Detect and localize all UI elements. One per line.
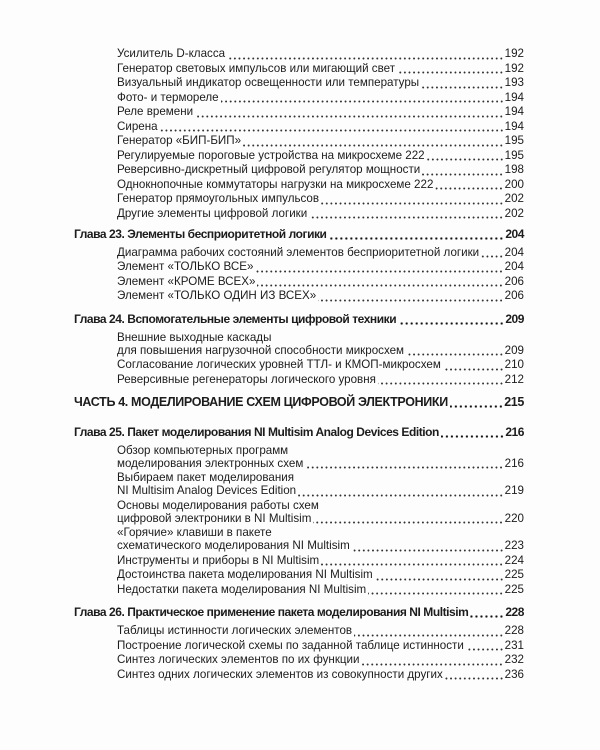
dot-leader — [221, 91, 504, 105]
dot-leader — [421, 77, 504, 91]
entry-title: Внешние выходные каскады — [117, 330, 272, 344]
toc-chapter-heading — [74, 425, 524, 440]
dot-leader — [298, 485, 504, 499]
page-number: 215 — [504, 394, 524, 409]
page-number: 204 — [505, 226, 524, 241]
page-number: 206 — [504, 274, 524, 288]
dot-leader — [378, 373, 504, 387]
dot-leader — [445, 668, 504, 682]
toc-entry-line1 — [74, 444, 524, 457]
dot-leader — [328, 228, 504, 242]
entry-title: Реверсивно-дискретный цифровой регулятор мощности — [117, 163, 421, 176]
dot-leader — [309, 207, 503, 221]
entry-title: Диаграмма рабочих состояний элементов бесприоритетной логики — [117, 245, 480, 259]
entry-title: Недостатки пакета моделирования NI Multisim — [117, 582, 367, 596]
dot-leader — [443, 359, 504, 373]
entry-title: «Горячие» клавиши в пакете — [117, 526, 272, 539]
page-number: 195 — [504, 148, 524, 162]
entry-title: Глава 25. Пакет моделирования NI Multisim Analog Devices Edition — [74, 424, 439, 439]
entry-title: Генератор прямоугольных импульсов — [117, 192, 320, 205]
dot-leader — [435, 178, 503, 192]
page-number: 193 — [504, 76, 524, 89]
dot-leader — [398, 313, 504, 327]
entry-title: Регулируемые пороговые устройства на микросхеме 222 — [117, 148, 425, 162]
page-number: 216 — [504, 456, 524, 470]
page-number: 209 — [504, 343, 524, 357]
dot-leader — [354, 625, 504, 639]
toc-entry — [74, 373, 524, 388]
entry-title: Инструменты и приборы в NI Multisim — [117, 553, 320, 567]
page-number: 210 — [504, 358, 524, 371]
entry-title: Усилитель D-класса — [117, 47, 226, 60]
dot-leader — [227, 48, 504, 62]
toc-entry — [74, 457, 524, 472]
dot-leader — [406, 344, 504, 358]
entry-title: Генератор световых импульсов или мигающий свет — [117, 61, 396, 75]
dot-leader — [441, 426, 504, 440]
toc-entry — [74, 163, 524, 178]
toc-entry — [74, 76, 524, 91]
toc-entry — [74, 484, 524, 499]
entry-title: Глава 26. Практическое применение пакета моделирования NI Multisim — [74, 605, 469, 619]
toc-entry-line1 — [74, 499, 524, 512]
page-number: 195 — [504, 134, 524, 147]
page-number: 219 — [504, 484, 524, 497]
toc-entry — [74, 120, 524, 135]
page-number: 228 — [504, 624, 524, 637]
toc-chapter-heading — [74, 605, 524, 620]
dot-leader — [466, 639, 504, 653]
toc-entry — [74, 639, 524, 654]
page-number: 212 — [504, 372, 524, 386]
dot-leader — [257, 275, 503, 289]
toc-entry-line1 — [74, 526, 524, 539]
entry-title: Генератор «БИП-БИП» — [117, 134, 242, 147]
toc-entry — [74, 105, 524, 120]
page-number: 225 — [504, 582, 524, 596]
entry-title: Визуальный индикатор освещенности или температуры — [117, 76, 420, 89]
entry-title: Таблицы истинности логических элементов — [117, 624, 353, 637]
toc-entry — [74, 149, 524, 164]
toc-entry — [74, 246, 524, 261]
toc-entry — [74, 668, 524, 683]
toc-entry — [74, 260, 524, 275]
entry-title: Фото- и термореле — [117, 90, 219, 104]
toc-entry — [74, 344, 524, 359]
entry-title: Обзор компьютерных программ — [117, 443, 289, 457]
dot-leader — [321, 554, 503, 568]
entry-title: моделирования электронных схем — [117, 456, 304, 470]
dot-leader — [481, 246, 503, 260]
entry-title: Синтез одних логических элементов из совокупности других — [117, 667, 443, 681]
entry-title: Выбираем пакет моделирования — [117, 471, 295, 484]
toc-entry — [74, 554, 524, 569]
dot-leader — [450, 396, 503, 410]
page-number: 198 — [504, 163, 524, 176]
dot-leader — [375, 569, 504, 583]
toc-entry-line1 — [74, 331, 524, 344]
toc-entry — [74, 624, 524, 639]
dot-leader — [321, 193, 504, 207]
page-number: 232 — [504, 653, 524, 666]
entry-title: цифровой электроники в NI Multisim — [117, 511, 312, 525]
dot-leader — [318, 290, 503, 304]
page-number: 228 — [505, 605, 524, 619]
toc-chapter-heading — [74, 227, 524, 242]
entry-title: Элемент «КРОМЕ ВСЕХ» — [117, 274, 256, 288]
dot-leader — [313, 512, 503, 526]
page-number: 200 — [504, 177, 524, 191]
table-of-contents — [74, 47, 524, 682]
dot-leader — [352, 540, 504, 554]
toc-entry — [74, 568, 524, 583]
entry-title: Построение логической схемы по заданной таблице истинности — [117, 638, 464, 652]
entry-title: Другие элементы цифровой логики — [117, 206, 308, 220]
toc-entry — [74, 91, 524, 106]
entry-title: Достоинства пакета моделирования NI Multisim — [117, 568, 373, 581]
toc-entry — [74, 47, 524, 62]
page-number: 194 — [504, 119, 524, 133]
dot-leader — [305, 457, 503, 471]
page-number: 236 — [504, 667, 524, 681]
page-number: 224 — [504, 553, 524, 567]
dot-leader — [160, 120, 504, 134]
toc-entry — [74, 207, 524, 222]
toc-part-heading — [74, 395, 524, 410]
entry-title: NI Multisim Analog Devices Edition — [117, 484, 297, 497]
entry-title: Согласование логических уровней ТТЛ- и КМОП-микросхем — [117, 358, 441, 371]
entry-title: схематического моделирования NI Multisim — [117, 539, 350, 552]
page-number: 194 — [504, 105, 524, 118]
entry-title: Элемент «ТОЛЬКО ОДИН ИЗ ВСЕХ» — [117, 289, 317, 302]
page-number: 209 — [505, 311, 524, 326]
toc-entry — [74, 275, 524, 290]
entry-title: Элемент «ТОЛЬКО ВСЕ» — [117, 260, 254, 273]
entry-title: Основы моделирования работы схем — [117, 498, 319, 512]
dot-leader — [243, 135, 504, 149]
dot-leader — [195, 106, 504, 120]
dot-leader — [422, 164, 503, 178]
toc-entry — [74, 62, 524, 77]
toc-entry — [74, 583, 524, 598]
page-number: 192 — [504, 47, 524, 60]
page-number: 204 — [504, 245, 524, 259]
page-number: 206 — [504, 289, 524, 302]
page-number: 204 — [504, 260, 524, 273]
page-number: 225 — [504, 568, 524, 581]
entry-title: Реле времени — [117, 105, 194, 118]
page-number: 216 — [505, 424, 524, 439]
entry-title: Сирена — [117, 119, 158, 133]
toc-entry — [74, 134, 524, 149]
toc-entry — [74, 358, 524, 373]
page-number: 223 — [504, 539, 524, 552]
entry-title: Глава 24. Вспомогательные элементы цифровой техники — [74, 311, 397, 326]
toc-entry — [74, 512, 524, 527]
dot-leader — [470, 606, 504, 620]
page-number: 194 — [504, 90, 524, 104]
dot-leader — [255, 261, 503, 275]
dot-leader — [368, 583, 503, 597]
toc-entry — [74, 289, 524, 304]
toc-entry — [74, 539, 524, 554]
page-number: 202 — [504, 192, 524, 205]
toc-entry — [74, 178, 524, 193]
page-number: 192 — [504, 61, 524, 75]
page-number: 231 — [504, 638, 524, 652]
entry-title: Глава 23. Элементы бесприоритетной логики — [74, 226, 327, 241]
entry-title: Однокнопочные коммутаторы нагрузки на микросхеме 222 — [117, 177, 434, 191]
toc-entry-line1 — [74, 471, 524, 484]
entry-title: Синтез логических элементов по их функции — [117, 653, 360, 666]
dot-leader — [361, 654, 503, 668]
dot-leader — [427, 149, 504, 163]
toc-entry — [74, 653, 524, 668]
entry-title: ЧАСТЬ 4. МОДЕЛИРОВАНИЕ СХЕМ ЦИФРОВОЙ ЭЛЕКТРОНИКИ — [74, 394, 448, 409]
entry-title: Реверсивные регенераторы логического уровня — [117, 372, 376, 386]
dot-leader — [397, 62, 504, 76]
toc-entry — [74, 192, 524, 207]
page-number: 220 — [504, 511, 524, 525]
entry-title: для повышения нагрузочной способности микросхем — [117, 343, 405, 357]
toc-chapter-heading — [74, 312, 524, 327]
page-number: 202 — [504, 206, 524, 220]
